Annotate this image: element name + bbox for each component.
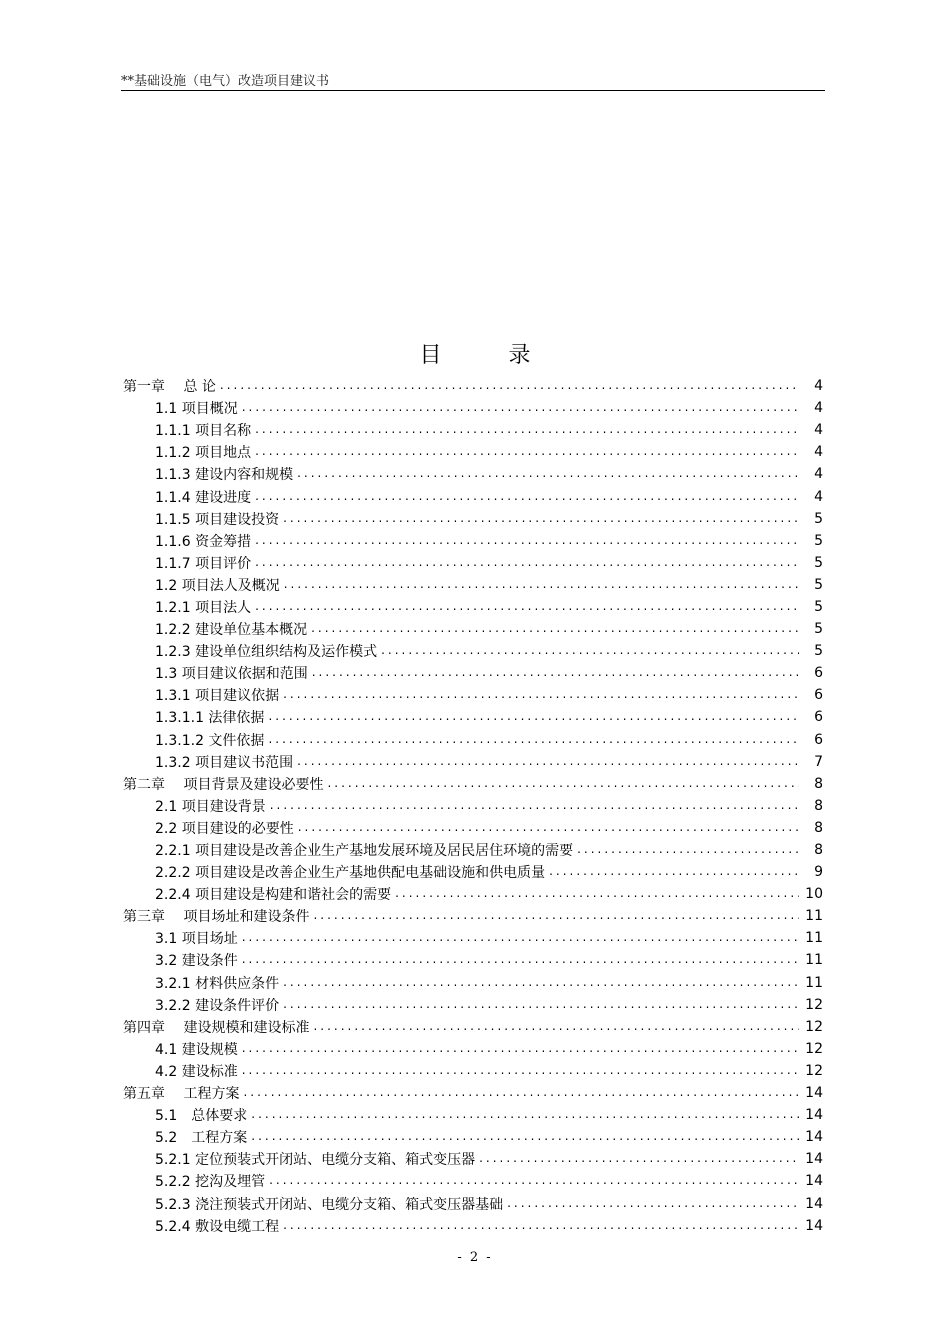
toc-entry-label: 1.3.1 项目建议依据 xyxy=(155,685,281,705)
toc-entry-label: 2.2.1 项目建设是改善企业生产基地发展环境及居民居住环境的需要 xyxy=(155,840,575,860)
toc-entry-page: 6 xyxy=(814,665,823,682)
toc-entry-label: 2.1 项目建设背景 xyxy=(155,796,268,816)
toc-section-entry[interactable] xyxy=(123,485,823,507)
toc-section-entry[interactable] xyxy=(123,397,823,419)
toc-section-entry[interactable] xyxy=(123,618,823,640)
toc-entry-page: 8 xyxy=(814,775,823,792)
toc-section-entry[interactable] xyxy=(123,795,823,817)
toc-entry-label: 1.2 项目法人及概况 xyxy=(155,575,282,595)
toc-entry-label: 1.2.2 建设单位基本概况 xyxy=(155,619,309,639)
toc-section-entry[interactable] xyxy=(123,662,823,684)
toc-dot-leader xyxy=(327,776,799,792)
toc-dot-leader xyxy=(255,599,799,615)
toc-entry-label: 2.2.2 项目建设是改善企业生产基地供配电基础设施和供电质量 xyxy=(155,862,547,882)
toc-dot-leader xyxy=(313,1019,799,1035)
toc-entry-label: 第五章 工程方案 xyxy=(123,1083,241,1103)
toc-dot-leader xyxy=(220,378,799,394)
toc-entry-page: 6 xyxy=(814,687,823,704)
toc-section-entry[interactable] xyxy=(123,1060,823,1082)
toc-entry-label: 2.2 项目建设的必要性 xyxy=(155,818,296,838)
toc-section-entry[interactable] xyxy=(123,949,823,971)
toc-section-entry[interactable] xyxy=(123,552,823,574)
toc-dot-leader xyxy=(268,732,799,748)
toc-entry-label: 1.1.1 项目名称 xyxy=(155,420,253,440)
toc-section-entry[interactable] xyxy=(123,751,823,773)
toc-entry-label: 1.1.4 建设进度 xyxy=(155,487,253,507)
toc-dot-leader xyxy=(255,444,799,460)
toc-section-entry[interactable] xyxy=(123,684,823,706)
toc-entry-label: 1.1 项目概况 xyxy=(155,398,240,418)
toc-dot-leader xyxy=(270,798,799,814)
toc-entry-page: 10 xyxy=(805,886,823,903)
toc-section-entry[interactable] xyxy=(123,640,823,662)
toc-dot-leader xyxy=(283,511,799,527)
page-number: - 2 - xyxy=(457,1250,493,1265)
toc-dot-leader xyxy=(255,555,799,571)
toc-dot-leader xyxy=(549,864,799,880)
toc-dot-leader xyxy=(297,754,799,770)
toc-section-entry[interactable] xyxy=(123,530,823,552)
toc-entry-label: 第三章 项目场址和建设条件 xyxy=(123,906,311,926)
toc-entry-page: 6 xyxy=(814,731,823,748)
table-of-contents xyxy=(123,375,823,1237)
toc-section-entry[interactable] xyxy=(123,463,823,485)
toc-section-entry[interactable] xyxy=(123,972,823,994)
toc-dot-leader xyxy=(311,621,799,637)
toc-section-entry[interactable] xyxy=(123,419,823,441)
toc-entry-page: 14 xyxy=(805,1151,823,1168)
toc-entry-page: 11 xyxy=(805,908,823,925)
toc-dot-leader xyxy=(283,1218,799,1234)
toc-entry-label: 1.1.3 建设内容和规模 xyxy=(155,464,295,484)
toc-entry-page: 4 xyxy=(814,488,823,505)
toc-dot-leader xyxy=(242,930,799,946)
toc-section-entry[interactable] xyxy=(123,508,823,530)
toc-entry-page: 4 xyxy=(814,378,823,395)
toc-dot-leader xyxy=(255,533,799,549)
toc-entry-page: 9 xyxy=(814,864,823,881)
toc-section-entry[interactable] xyxy=(123,441,823,463)
toc-entry-page: 11 xyxy=(805,952,823,969)
toc-entry-page: 14 xyxy=(805,1107,823,1124)
toc-dot-leader xyxy=(251,1129,799,1145)
toc-dot-leader xyxy=(381,643,799,659)
toc-entry-page: 12 xyxy=(805,1018,823,1035)
toc-entry-label: 5.2 工程方案 xyxy=(155,1127,249,1147)
toc-dot-leader xyxy=(507,1196,799,1212)
toc-section-entry[interactable] xyxy=(123,1148,823,1170)
toc-entry-page: 11 xyxy=(805,974,823,991)
toc-entry-page: 4 xyxy=(814,400,823,417)
toc-entry-label: 1.3.2 项目建议书范围 xyxy=(155,752,295,772)
toc-entry-page: 5 xyxy=(814,532,823,549)
toc-entry-label: 5.1 总体要求 xyxy=(155,1105,249,1125)
toc-section-entry[interactable] xyxy=(123,817,823,839)
toc-entry-page: 14 xyxy=(805,1195,823,1212)
toc-dot-leader xyxy=(312,665,799,681)
toc-dot-leader xyxy=(242,952,799,968)
toc-dot-leader xyxy=(255,489,799,505)
toc-entry-label: 2.2.4 项目建设是构建和谐社会的需要 xyxy=(155,884,393,904)
toc-entry-page: 4 xyxy=(814,466,823,483)
toc-entry-label: 第一章 总 论 xyxy=(123,376,218,396)
toc-entry-label: 4.2 建设标准 xyxy=(155,1061,240,1081)
toc-dot-leader xyxy=(242,1063,799,1079)
toc-section-entry[interactable] xyxy=(123,574,823,596)
toc-dot-leader xyxy=(479,1151,799,1167)
toc-entry-label: 1.3 项目建议依据和范围 xyxy=(155,663,310,683)
toc-section-entry[interactable] xyxy=(123,861,823,883)
toc-dot-leader xyxy=(395,886,799,902)
toc-section-entry[interactable] xyxy=(123,1104,823,1126)
toc-dot-leader xyxy=(313,908,799,924)
toc-entry-label: 1.1.6 资金筹措 xyxy=(155,531,253,551)
toc-section-entry[interactable] xyxy=(123,927,823,949)
toc-entry-label: 3.1 项目场址 xyxy=(155,928,240,948)
toc-dot-leader xyxy=(284,577,799,593)
toc-entry-page: 12 xyxy=(805,996,823,1013)
toc-section-entry[interactable] xyxy=(123,883,823,905)
toc-entry-page: 14 xyxy=(805,1085,823,1102)
toc-chapter-entry[interactable] xyxy=(123,905,823,927)
toc-entry-label: 5.2.1 定位预装式开闭站、电缆分支箱、箱式变压器 xyxy=(155,1149,477,1169)
toc-section-entry[interactable] xyxy=(123,839,823,861)
toc-entry-page: 8 xyxy=(814,842,823,859)
toc-dot-leader xyxy=(283,975,799,991)
toc-entry-page: 4 xyxy=(814,422,823,439)
toc-entry-page: 5 xyxy=(814,510,823,527)
toc-entry-page: 5 xyxy=(814,643,823,660)
toc-entry-page: 4 xyxy=(814,444,823,461)
toc-dot-leader xyxy=(577,842,799,858)
toc-entry-page: 5 xyxy=(814,554,823,571)
toc-entry-page: 5 xyxy=(814,598,823,615)
toc-entry-label: 5.2.4 敷设电缆工程 xyxy=(155,1216,281,1236)
toc-entry-page: 5 xyxy=(814,576,823,593)
toc-dot-leader xyxy=(268,709,799,725)
toc-section-entry[interactable] xyxy=(123,1192,823,1214)
toc-entry-label: 1.1.7 项目评价 xyxy=(155,553,253,573)
toc-dot-leader xyxy=(283,687,799,703)
toc-entry-label: 1.1.2 项目地点 xyxy=(155,442,253,462)
toc-entry-page: 8 xyxy=(814,797,823,814)
toc-section-entry[interactable] xyxy=(123,1215,823,1237)
toc-chapter-entry[interactable] xyxy=(123,1082,823,1104)
toc-dot-leader xyxy=(242,1041,799,1057)
toc-entry-label: 1.3.1.1 法律依据 xyxy=(155,707,266,727)
toc-dot-leader xyxy=(283,997,799,1013)
toc-entry-label: 4.1 建设规模 xyxy=(155,1039,240,1059)
toc-entry-page: 14 xyxy=(805,1217,823,1234)
toc-entry-label: 1.3.1.2 文件依据 xyxy=(155,730,266,750)
page-header xyxy=(121,68,825,91)
toc-dot-leader xyxy=(269,1173,799,1189)
toc-entry-page: 12 xyxy=(805,1062,823,1079)
toc-entry-label: 第四章 建设规模和建设标准 xyxy=(123,1017,311,1037)
toc-dot-leader xyxy=(297,466,799,482)
toc-entry-label: 3.2.2 建设条件评价 xyxy=(155,995,281,1015)
toc-section-entry[interactable] xyxy=(123,1170,823,1192)
toc-entry-label: 5.2.3 浇注预装式开闭站、电缆分支箱、箱式变压器基础 xyxy=(155,1194,505,1214)
toc-entry-page: 8 xyxy=(814,819,823,836)
toc-entry-page: 7 xyxy=(814,753,823,770)
toc-dot-leader xyxy=(242,400,799,416)
toc-entry-label: 5.2.2 挖沟及埋管 xyxy=(155,1171,267,1191)
toc-section-entry[interactable] xyxy=(123,1126,823,1148)
toc-section-entry[interactable] xyxy=(123,729,823,751)
toc-title: 目 录 xyxy=(419,343,561,368)
toc-section-entry[interactable] xyxy=(123,1038,823,1060)
toc-entry-label: 1.1.5 项目建设投资 xyxy=(155,509,281,529)
toc-entry-page: 5 xyxy=(814,621,823,638)
toc-entry-label: 3.2 建设条件 xyxy=(155,950,240,970)
toc-entry-label: 1.2.1 项目法人 xyxy=(155,597,253,617)
toc-section-entry[interactable] xyxy=(123,994,823,1016)
toc-entry-label: 1.2.3 建设单位组织结构及运作模式 xyxy=(155,641,379,661)
toc-entry-label: 第二章 项目背景及建设必要性 xyxy=(123,774,325,794)
toc-dot-leader xyxy=(298,820,799,836)
toc-dot-leader xyxy=(243,1085,799,1101)
toc-entry-page: 14 xyxy=(805,1173,823,1190)
toc-entry-page: 12 xyxy=(805,1040,823,1057)
toc-entry-page: 14 xyxy=(805,1129,823,1146)
toc-dot-leader xyxy=(251,1107,799,1123)
toc-chapter-entry[interactable] xyxy=(123,375,823,397)
toc-chapter-entry[interactable] xyxy=(123,773,823,795)
toc-entry-page: 6 xyxy=(814,709,823,726)
toc-entry-page: 11 xyxy=(805,930,823,947)
toc-dot-leader xyxy=(255,422,799,438)
toc-entry-label: 3.2.1 材料供应条件 xyxy=(155,973,281,993)
toc-section-entry[interactable] xyxy=(123,706,823,728)
toc-chapter-entry[interactable] xyxy=(123,1016,823,1038)
header-title: **基础设施（电气）改造项目建议书 xyxy=(121,74,330,89)
toc-section-entry[interactable] xyxy=(123,596,823,618)
